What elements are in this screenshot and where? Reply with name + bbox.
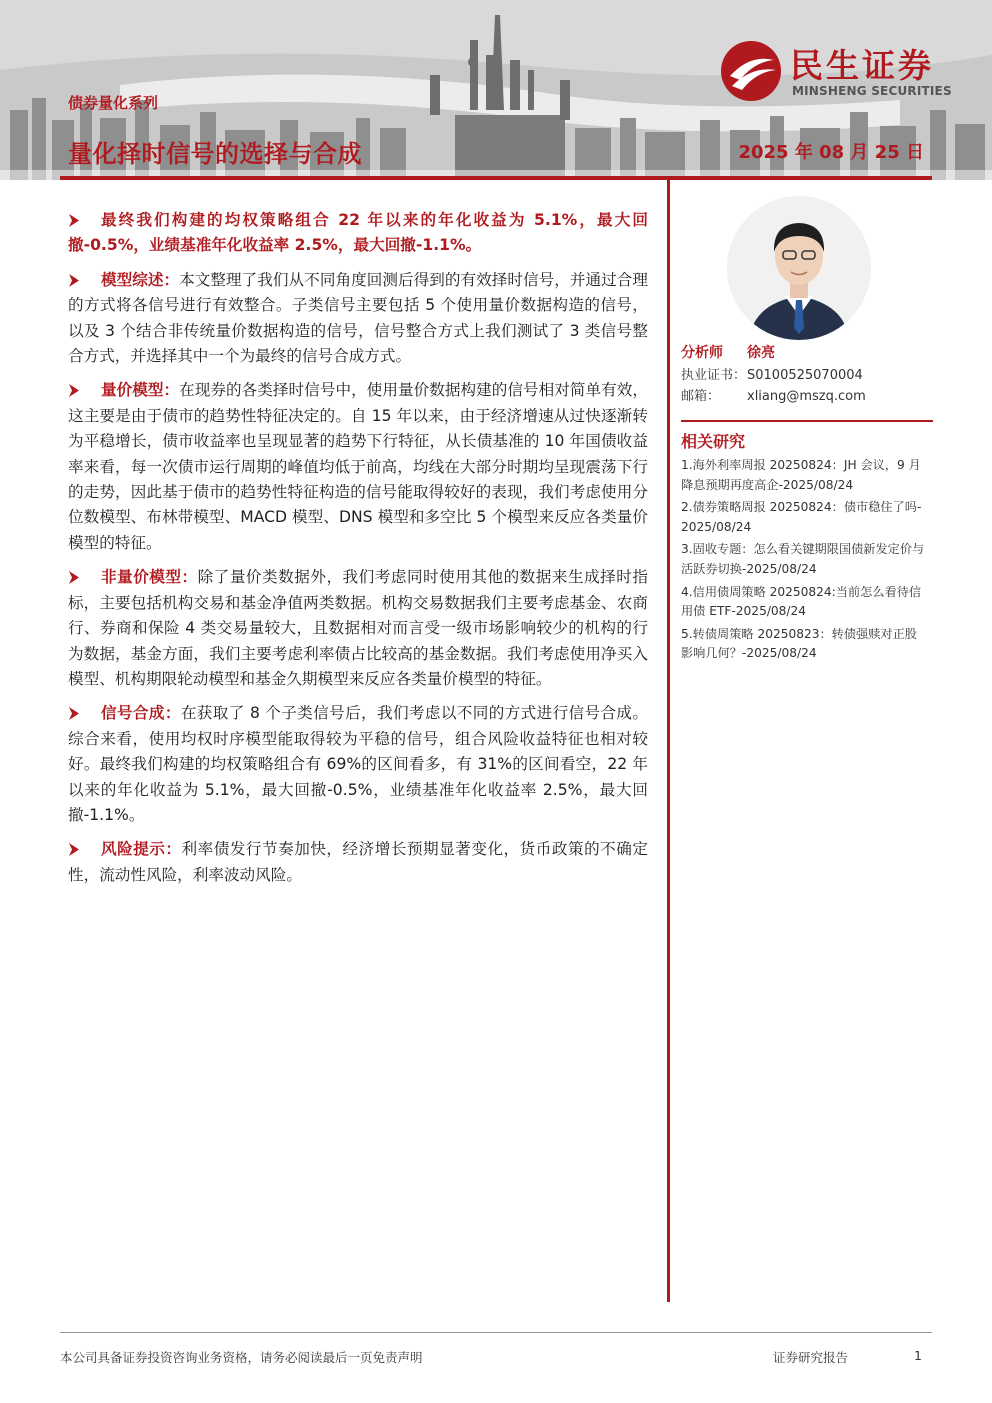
bullet-arrow-icon	[68, 701, 82, 726]
section-heading: 信号合成：	[101, 704, 181, 723]
header-rule	[60, 176, 932, 180]
analyst-email-row	[681, 385, 866, 404]
cert-number: S0100525070004	[747, 368, 863, 383]
bullet-arrow-icon	[68, 378, 82, 403]
bullet-arrow-icon	[68, 837, 82, 862]
report-title: 量化择时信号的选择与合成	[68, 140, 362, 168]
brand-logo	[720, 38, 970, 108]
bullet-arrow-icon	[68, 565, 82, 590]
related-research-item[interactable]: 3.固收专题：怎么看关键期限国债新发定价与活跃券切换-2025/08/24	[681, 542, 925, 576]
related-research-item[interactable]: 2.债券策略周报 20250824：债市稳住了吗-2025/08/24	[681, 500, 922, 534]
column-divider	[667, 180, 670, 1302]
section-paragraph	[68, 837, 648, 888]
section-heading: 模型综述：	[101, 270, 180, 289]
section-heading: 风险提示：	[101, 840, 182, 859]
section-body: 除了量价类数据外，我们考虑同时使用其他的数据来生成择时指标，主要包括机构交易和基金净值两类数据。机构交易数据我们主要考虑基金、农商行、券商和保险 4 类交易量较大，且数据相对而言受一级市场影响较少的机构的行为数据，基金方面，我们主要考虑利率债占比较高的基金数据。我们考虑使用净买入模型、机构期限轮动模型和基金久期模型来反应各类量价模型的特征。	[68, 568, 648, 688]
report-summary	[68, 208, 648, 897]
section-body: 利率债发行节奏加快，经济增长预期显著变化，货币政策的不确定性，流动性风险，利率波动风险。	[68, 840, 648, 884]
analyst-portrait-image	[727, 196, 871, 340]
related-research-item[interactable]: 5.转债周策略 20250823：转债强赎对正股影响几何？-2025/08/24	[681, 626, 917, 661]
header-banner	[0, 0, 992, 180]
summary-paragraph	[68, 208, 648, 259]
section-body: 在获取了 8 个子类信号后，我们考虑以不同的方式进行信号合成。综合来看，使用均权时序模型能取得较为平稳的信号，组合风险收益特征也相对较好。最终我们构建的均权策略组合有 69%的区间看多，有 31%的区间看空，22 年以来的年化收益为 5.1%，最大回撤-0.5%，业绩基准年化收益率 2.5%，最大回撤-1.1%。	[68, 704, 648, 824]
related-research-title: 相关研究	[681, 432, 746, 451]
summary-text: 最终我们构建的均权策略组合 22 年以来的年化收益为 5.1%，最大回撤-0.5%，业绩基准年化收益率 2.5%，最大回撤-1.1%。	[68, 211, 648, 255]
brand-name-cn: 民生证券	[790, 46, 934, 85]
email-address[interactable]: xliang@mszq.com	[747, 389, 866, 404]
analyst-cert-row	[681, 364, 863, 383]
section-body: 在现券的各类择时信号中，使用量价数据构建的信号相对简单有效，这主要是由于债市的趋势性特征决定的。自 15 年以来，由于经济增速从过快逐渐转为平稳增长，债市收益率也呈现显著的趋势下行特征，从长债基准的 10 年国债收益率来看，每一次债市运行周期的峰值均低于前高，均线在大部分时期均呈现震荡下行的走势，因此基于债市的趋势性特征构造的信号能取得较好的表现，我们考虑使用分位数模型、布林带模型、MACD 模型、DNS 模型和多空比 5 个模型来反应各类量价模型的特征。	[68, 381, 648, 552]
analyst-name-row	[681, 342, 775, 362]
related-research-item[interactable]: 1.海外利率周报 20250824：JH 会议，9 月降息预期再度高企-2025/08/24	[681, 458, 921, 492]
bullet-arrow-icon	[68, 208, 82, 233]
section-heading: 量价模型：	[101, 381, 180, 400]
section-paragraph	[68, 378, 648, 556]
sidebar-rule	[681, 420, 933, 422]
related-research-list	[681, 456, 929, 667]
footer-disclaimer: 本公司具备证券投资咨询业务资格，请务必阅读最后一页免责声明	[60, 1350, 423, 1365]
page-number: 1	[914, 1348, 922, 1363]
section-paragraph	[68, 565, 648, 692]
section-body: 本文整理了我们从不同角度回测后得到的有效择时信号，并通过合理的方式将各信号进行有效整合。子类信号主要包括 5 个使用量价数据构造的信号，以及 3 个结合非传统量价数据构造的信号，信号整合方式上我们测试了 3 类信号整合方式，并选择其中一个为最终的信号合成方式。	[68, 270, 648, 366]
footer-rule	[60, 1332, 932, 1333]
section-heading: 非量价模型：	[101, 568, 198, 587]
footer-report-type: 证券研究报告	[773, 1350, 849, 1365]
cert-label: 执业证书：	[681, 368, 747, 383]
analyst-name: 徐亮	[747, 345, 775, 361]
analyst-photo	[727, 196, 871, 340]
brand-name-en: MINSHENG SECURITIES	[792, 84, 952, 98]
brand-emblem-icon	[720, 40, 782, 102]
related-research-item[interactable]: 4.信用债周策略 20250824:当前怎么看待信用债 ETF-2025/08/24	[681, 584, 922, 619]
email-label: 邮箱：	[681, 389, 721, 404]
section-paragraph	[68, 701, 648, 828]
section-paragraph	[68, 268, 648, 370]
bullet-arrow-icon	[68, 268, 82, 293]
report-date: 2025 年 08 月 25 日	[738, 142, 924, 163]
report-series: 债券量化系列	[68, 94, 159, 112]
analyst-role: 分析师	[681, 345, 723, 361]
